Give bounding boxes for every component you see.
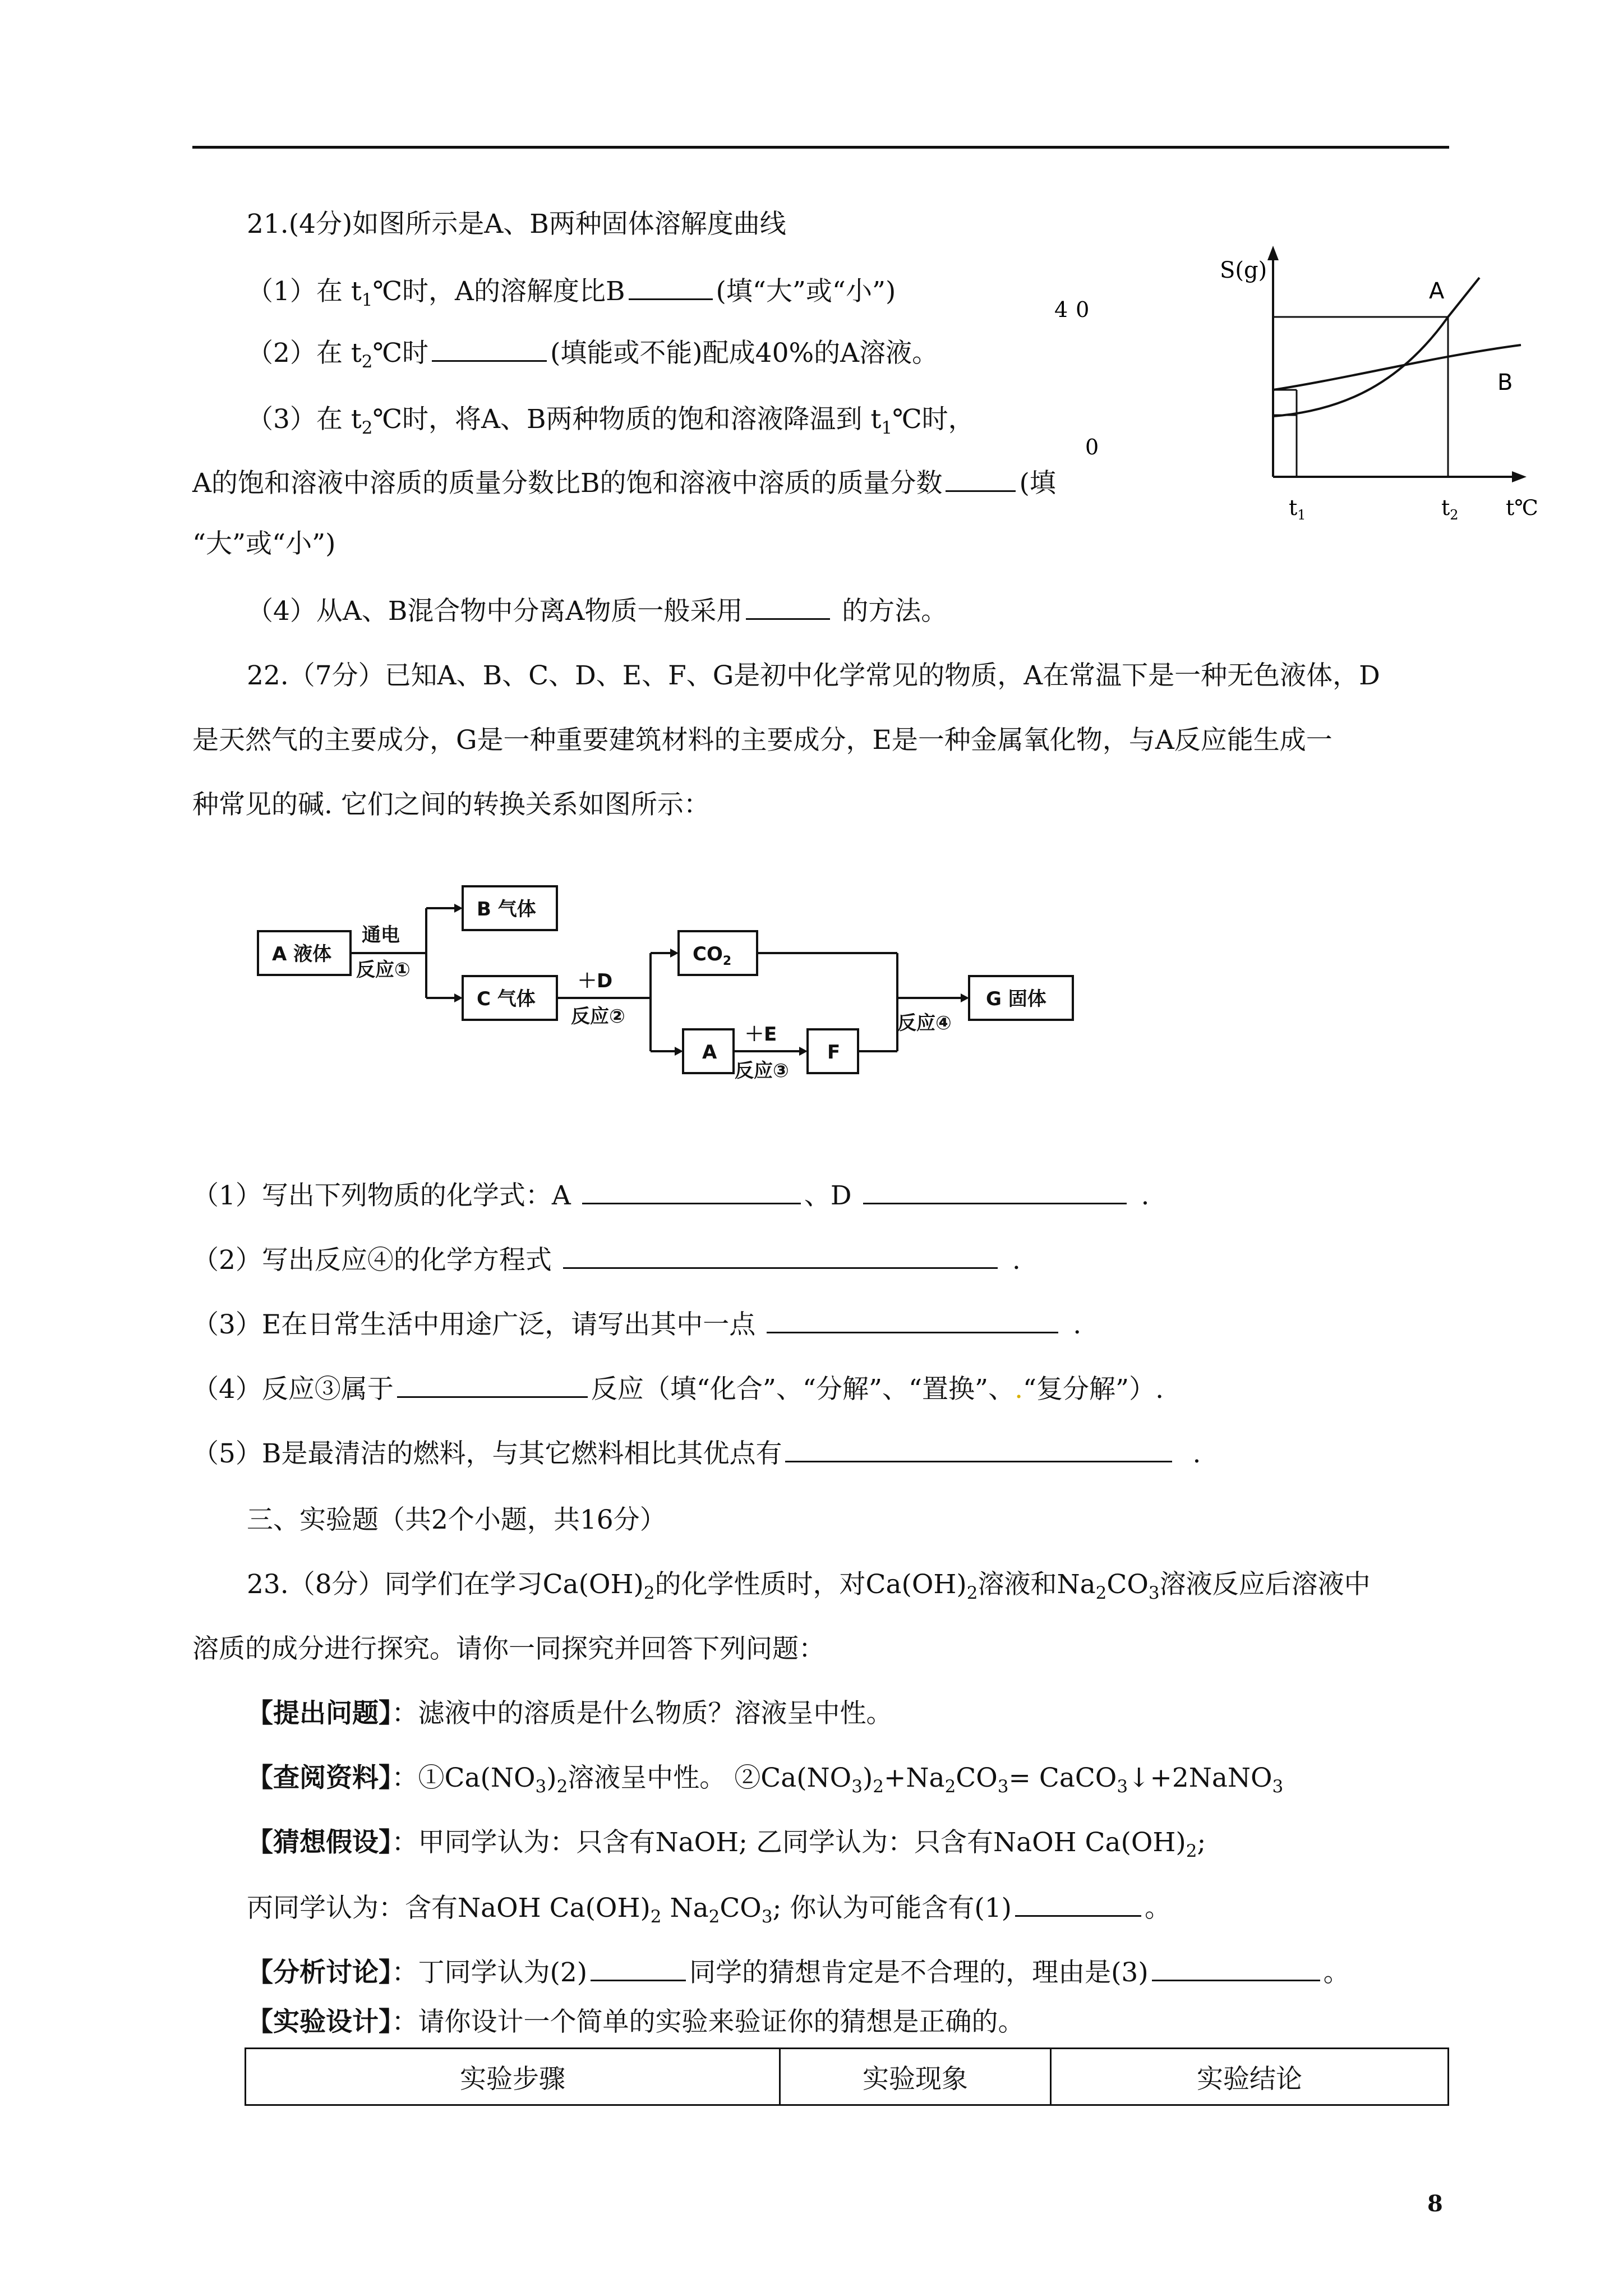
q23-analysis: 【分析讨论】：丁同学认为(2) 同学的猜想肯定是不合理的，理由是(3) 。: [247, 1955, 1350, 1990]
experiment-table: [245, 2047, 1449, 2106]
q22-line1: 22.（7分）已知A、B、C、D、E、F、G是初中化学常见的物质，A在常温下是一种无色液体，D: [247, 660, 1380, 691]
graph-tick-40: 40: [1054, 297, 1098, 322]
table-header-conclusion: 实验结论: [1051, 2049, 1449, 2105]
q22-sub5: （5）B是最清洁的燃料，与其它燃料相比其优点有 .: [192, 1436, 1201, 1471]
q22-line3: 种常见的碱. 它们之间的转换关系如图所示：: [192, 789, 710, 820]
q21-blank-1[interactable]: [629, 274, 713, 300]
table-header-row: [246, 2049, 1449, 2105]
q21-part3: （3）在 $t_2℃$时，将A、B两种物质的饱和溶液降温到 $t_1℃$时，: [247, 404, 975, 438]
q22-line2: 是天然气的主要成分，G是一种重要建筑材料的主要成分，E是一种金属氧化物，与A反应能生成一: [192, 725, 1332, 756]
curve-b: [1273, 345, 1521, 390]
graph-t1-label: $t_1$: [1289, 495, 1306, 523]
q22-blank-type[interactable]: [397, 1372, 588, 1398]
q21-part3-cont2: “大”或“小”): [192, 528, 336, 559]
table-header-phenomena: 实验现象: [780, 2049, 1051, 2105]
arrow-to-a: [675, 1047, 683, 1056]
reaction-flow-diagram: [247, 875, 1088, 1111]
label-b-gas: B 气体: [477, 898, 536, 921]
label-plus-e: ＋E: [745, 1023, 777, 1046]
q22-blank-d[interactable]: [863, 1178, 1127, 1204]
label-reaction-3: 反应③: [735, 1060, 789, 1082]
q21-header: 21.(4分)如图所示是A、B两种固体溶解度曲线: [247, 209, 786, 240]
q23-line1: 23.（8分）同学们在学习$Ca(OH)_2$的化学性质时，对$Ca(OH)_2$溶液和$Na_2CO_3$溶液反应后溶液中: [247, 1569, 1371, 1603]
q21-blank-3[interactable]: [946, 466, 1016, 492]
q21-part3-cont: A的饱和溶液中溶质的质量分数比B的饱和溶液中溶质的质量分数 (填: [192, 466, 1056, 500]
q23-question: 【提出问题】：滤液中的溶质是什么物质？溶液呈中性。: [247, 1698, 893, 1729]
label-a-liquid: A 液体: [272, 943, 332, 965]
q23-blank-3[interactable]: [1152, 1955, 1320, 1981]
q23-blank-1[interactable]: [1015, 1890, 1141, 1917]
q22-sub1: （1）写出下列物质的化学式：A 、D .: [192, 1178, 1150, 1213]
q23-line2: 溶质的成分进行探究。请你一同探究并回答下列问题：: [192, 1634, 825, 1664]
arrow-to-c: [454, 993, 463, 1002]
q21-part1: （1）在 $t_1℃$时，A的溶解度比B (填“大”或“小”): [247, 274, 896, 317]
label-electrolysis: 通电: [362, 924, 400, 946]
q23-reference: 【查阅资料】：$①Ca(NO_3)_2$溶液呈中性。 $②Ca(NO_3)_2+Na_2CO_3=$ CaCO$_3$↓+2NaNO$_3$: [247, 1763, 1284, 1797]
graph-y-arrow: [1267, 246, 1279, 260]
table-header-steps: 实验步骤: [246, 2049, 780, 2105]
q22-blank-a[interactable]: [582, 1178, 801, 1204]
label-plus-d: ＋D: [578, 970, 613, 992]
arrow-to-g: [961, 993, 969, 1002]
label-reaction-1: 反应①: [356, 959, 411, 981]
arrow-to-f: [799, 1047, 808, 1056]
curve-a-label: A: [1429, 278, 1445, 304]
page-number: 8: [1427, 2191, 1443, 2217]
section-3-title: 三、实验题（共2个小题，共16分）: [247, 1504, 666, 1535]
label-f: F: [827, 1041, 841, 1064]
solubility-graph: [1009, 236, 1548, 527]
label-g-solid: G 固体: [986, 988, 1046, 1010]
label-reaction-4: 反应④: [897, 1012, 952, 1034]
q22-blank-equation[interactable]: [563, 1243, 998, 1269]
q22-blank-advantage[interactable]: [785, 1436, 1172, 1462]
q21-part4: （4）从A、B混合物中分离A物质一般采用 的方法。: [247, 593, 947, 628]
label-reaction-2: 反应②: [571, 1005, 625, 1028]
q22-sub4: （4）反应③属于 反应（填“化合”、“分解”、“置换”、.“复分解”）.: [192, 1372, 1164, 1406]
graph-t2-label: $t_2$: [1441, 495, 1459, 523]
q22-sub2: （2）写出反应④的化学方程式 .: [192, 1243, 1021, 1277]
label-c-gas: C 气体: [477, 988, 536, 1010]
arrow-to-b: [454, 904, 463, 913]
graph-x-arrow: [1512, 471, 1527, 482]
label-a: A: [702, 1041, 717, 1064]
q21-blank-4[interactable]: [746, 593, 830, 620]
curve-b-label: B: [1497, 370, 1513, 395]
graph-y-axis-label: S(g): [1220, 257, 1267, 283]
q23-hypothesis: 【猜想假设】：甲同学认为：只含有NaOH; 乙同学认为：只含有NaOH $Ca(OH)_2$;: [247, 1827, 1206, 1861]
graph-x-axis-label: t℃: [1506, 495, 1538, 520]
arrow-to-co2: [670, 949, 679, 958]
header-rule: [192, 146, 1449, 149]
q22-sub3: （3）E在日常生活中用途广泛，请写出其中一点 .: [192, 1307, 1081, 1342]
q21-blank-2[interactable]: [432, 335, 547, 362]
q23-blank-2[interactable]: [591, 1955, 686, 1981]
graph-tick-0: 0: [1085, 435, 1099, 459]
q21-part2: （2）在 $t_2℃$时 (填能或不能)配成40%的A溶液。: [247, 335, 938, 379]
label-co2: $CO_2$: [693, 943, 732, 968]
q23-hypothesis-2: 丙同学认为：含有NaOH $Ca(OH)_2$ $Na_2CO_3$; 你认为可能含有(1) 。: [247, 1890, 1171, 1934]
q22-blank-use[interactable]: [767, 1307, 1058, 1333]
q23-design: 【实验设计】：请你设计一个简单的实验来验证你的猜想是正确的。: [247, 2007, 1025, 2037]
